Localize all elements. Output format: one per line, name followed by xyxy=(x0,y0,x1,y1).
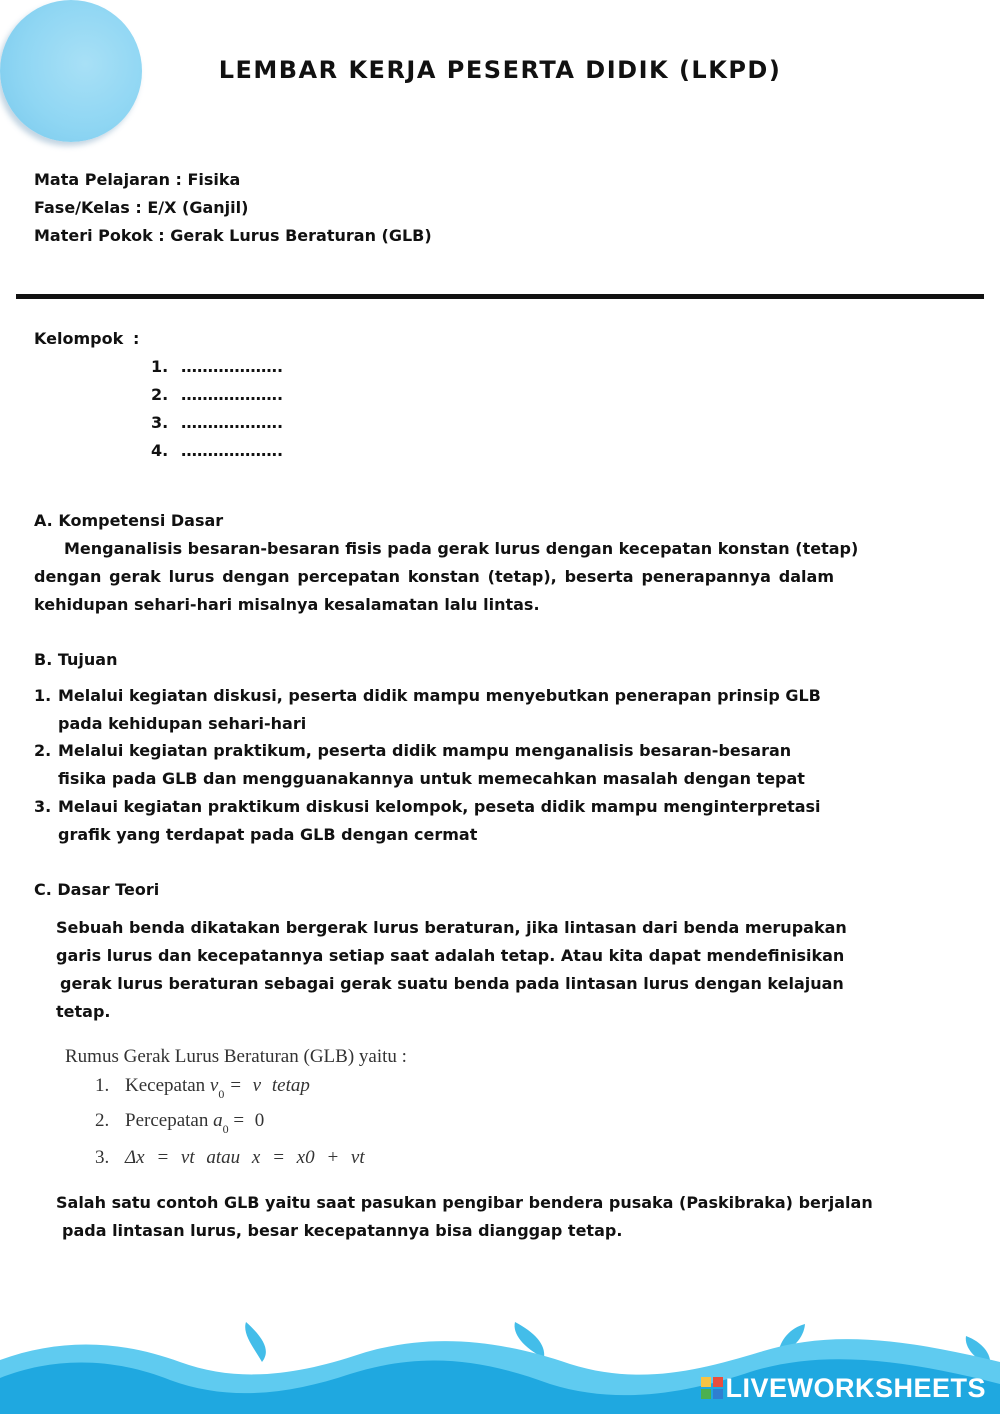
group-member-blank[interactable]: ………………. xyxy=(181,357,284,376)
formula-symbol: v xyxy=(209,1075,219,1096)
theory-line: gerak lurus beraturan sebagai gerak suatu benda pada lintasan lurus dengan kelajuan xyxy=(60,974,844,993)
section-c-heading: C. Dasar Teori xyxy=(34,880,160,899)
group-member-number: 4. xyxy=(151,441,169,460)
goal-line: fisika pada GLB dan mengguanakannya untuk memecahkan masalah dengan tepat xyxy=(58,769,805,788)
formula-rhs: = v tetap xyxy=(229,1075,310,1096)
formula-displacement: Δx = vt atau x = x0 + vt xyxy=(125,1147,365,1168)
class-line: Fase/Kelas : E/X (Ganjil) xyxy=(34,198,249,217)
example-line: Salah satu contoh GLB yaitu saat pasukan pengibar bendera pusaka (Paskibraka) berjalan xyxy=(56,1193,873,1212)
page-title: LEMBAR KERJA PESERTA DIDIK (LKPD) xyxy=(218,56,782,84)
example-line: pada lintasan lurus, besar kecepatannya bisa dianggap tetap. xyxy=(62,1221,623,1240)
formula-number: 1. xyxy=(95,1075,110,1096)
water-droplet xyxy=(245,1322,266,1362)
group-member-blank[interactable]: ………………. xyxy=(181,385,284,404)
formula-acceleration xyxy=(125,1110,265,1136)
formula-rhs: = 0 xyxy=(233,1110,265,1131)
formula-number: 3. xyxy=(95,1147,110,1168)
goal-number: 1. xyxy=(34,686,52,705)
goal-number: 2. xyxy=(34,741,52,760)
subject-line: Mata Pelajaran : Fisika xyxy=(34,170,241,189)
goal-line: grafik yang terdapat pada GLB dengan cermat xyxy=(58,825,478,844)
competency-line: kehidupan sehari-hari misalnya kesalamatan lalu lintas. xyxy=(34,595,540,614)
formula-intro: Rumus Gerak Lurus Beraturan (GLB) yaitu : xyxy=(65,1046,407,1067)
goal-line: Melalui kegiatan praktikum, peserta didik mampu menganalisis besaran-besaran xyxy=(58,741,792,760)
topic-line: Materi Pokok : Gerak Lurus Beraturan (GLB) xyxy=(34,226,432,245)
goal-number: 3. xyxy=(34,797,52,816)
formula-number: 2. xyxy=(95,1110,110,1131)
theory-line: garis lurus dan kecepatannya setiap saat adalah tetap. Atau kita dapat mendefinisikan xyxy=(56,946,845,965)
theory-line: Sebuah benda dikatakan bergerak lurus beraturan, jika lintasan dari benda merupakan xyxy=(56,918,847,937)
formula-label: Percepatan xyxy=(125,1110,209,1131)
formula-subscript: 0 xyxy=(222,1122,229,1136)
group-member-number: 2. xyxy=(151,385,169,404)
competency-line: Menganalisis besaran-besaran fisis pada gerak lurus dengan kecepatan konstan (tetap) xyxy=(64,539,859,558)
group-colon: : xyxy=(133,329,140,348)
group-member-number: 3. xyxy=(151,413,169,432)
liveworksheets-icon xyxy=(701,1377,723,1399)
competency-line: dengan gerak lurus dengan percepatan konstan (tetap), beserta penerapannya dalam xyxy=(34,567,834,586)
brand-name: LIVEWORKSHEETS xyxy=(725,1373,986,1403)
group-member-blank[interactable]: ………………. xyxy=(181,441,284,460)
goal-line: Melalui kegiatan diskusi, peserta didik mampu menyebutkan penerapan prinsip GLB xyxy=(58,686,821,705)
section-a-heading: A. Kompetensi Dasar xyxy=(34,511,224,530)
goal-line: pada kehidupan sehari-hari xyxy=(58,714,307,733)
divider xyxy=(16,294,984,299)
formula-label: Kecepatan xyxy=(125,1075,206,1096)
formula-symbol: a xyxy=(213,1110,223,1131)
theory-line: tetap. xyxy=(56,1002,111,1021)
formula-subscript: 0 xyxy=(218,1087,225,1101)
liveworksheets-logo[interactable] xyxy=(701,1373,986,1404)
section-b-heading: B. Tujuan xyxy=(34,650,118,669)
goal-line: Melaui kegiatan praktikum diskusi kelompok, peseta didik mampu menginterpretasi xyxy=(58,797,821,816)
group-label: Kelompok xyxy=(34,329,124,348)
formula-velocity xyxy=(125,1075,310,1101)
group-member-number: 1. xyxy=(151,357,169,376)
group-member-blank[interactable]: ………………. xyxy=(181,413,284,432)
